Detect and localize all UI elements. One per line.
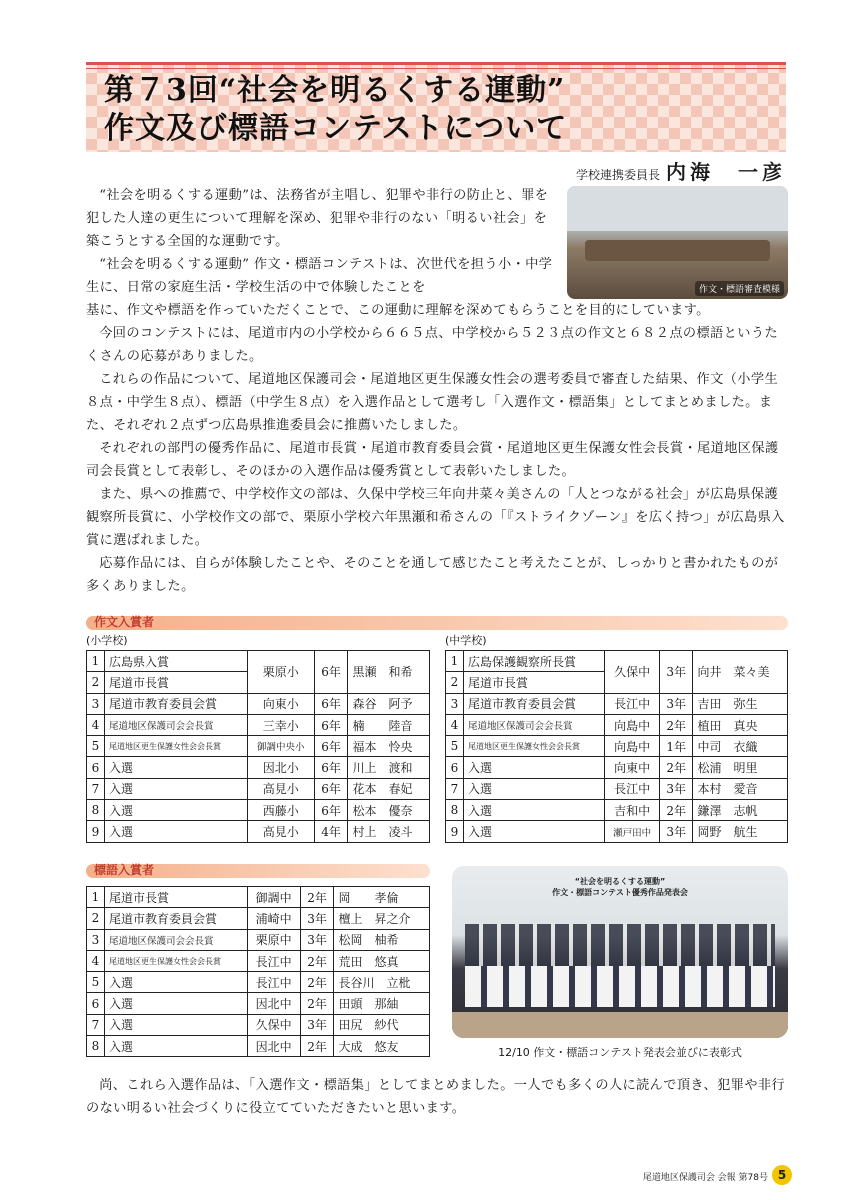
table-row [87,736,430,757]
award-cell: 尾道地区保護司会会長賞 [105,714,248,735]
row-number: 5 [446,736,464,757]
row-number: 1 [87,651,105,672]
award-cell: 入選 [105,800,248,821]
grade-cell: 1年 [660,736,693,757]
table-row [87,972,430,993]
table-row [87,651,430,672]
row-number: 7 [87,778,105,799]
grade-cell: 3年 [660,693,693,714]
row-number: 7 [446,778,464,799]
table-row [446,714,788,735]
row-number: 2 [446,672,464,693]
name-cell: 岡野 航生 [693,821,788,842]
row-number: 8 [87,800,105,821]
paragraph: 応募作品には、自らが体験したことや、そのことを通して感じたこと考えたことが、しっかりと書かれたものが多くありました。 [86,556,779,594]
name-cell: 森谷 阿予 [348,693,430,714]
row-number: 7 [87,1014,105,1035]
table-row [87,950,430,971]
name-cell: 松本 優奈 [348,800,430,821]
award-cell: 尾道地区保護司会会長賞 [464,714,605,735]
grade-cell: 3年 [660,821,693,842]
table-row [87,800,430,821]
section-heading-label: 作文入賞者 [94,615,155,629]
school-cell: 久保中 [605,651,660,694]
table-row [87,908,430,929]
school-cell: 因北中 [247,993,300,1014]
grade-cell: 6年 [314,800,348,821]
school-cell: 高見小 [247,821,314,842]
name-cell: 吉田 弥生 [693,693,788,714]
grade-cell: 3年 [660,651,693,694]
school-cell: 長江中 [247,950,300,971]
award-cell: 入選 [105,757,248,778]
grade-cell: 2年 [660,800,693,821]
award-cell: 入選 [464,800,605,821]
row-number: 6 [446,757,464,778]
school-cell: 御調中央小 [247,736,314,757]
table-row [87,993,430,1014]
name-cell: 川上 渡和 [348,757,430,778]
publication-footer: 尾道地区保護司会 会報 第78号 [642,1173,768,1183]
name-cell: 田尻 紗代 [334,1014,430,1035]
table-row [87,821,430,842]
award-cell: 入選 [464,778,605,799]
grade-cell: 6年 [314,693,348,714]
junior-label: (中学校) [445,634,487,647]
award-cell: 広島県入賞 [105,651,248,672]
name-cell: 花本 春妃 [348,778,430,799]
award-cell: 尾道市長賞 [464,672,605,693]
school-cell: 久保中 [247,1014,300,1035]
school-cell: 御調中 [247,887,300,908]
school-cell: 三幸小 [247,714,314,735]
table-row [446,693,788,714]
paragraph: 尚、これら入選作品は、「入選作文・標語集」としてまとめました。一人でも多くの人に読んで頂き、犯罪や非行のない明るい社会づくりに役立てていただきたいと思います。 [86,1078,786,1116]
paragraph: これらの作品について、尾道地区保護司会・尾道地区更生保護女性会の選考委員で審査した結果、作文（小学生８点・中学生８点）、標語（中学生８点）を入選作品として選考し「入選作文・標語集」としてまとめました。また、それぞれ２点ずつ広島県推進委員会に推薦いたしました。 [86,372,779,433]
school-cell: 長江中 [247,972,300,993]
grade-cell: 3年 [300,908,334,929]
grade-cell: 6年 [314,778,348,799]
slogan-table [86,886,430,1057]
row-number: 8 [87,1036,105,1057]
table-row [87,887,430,908]
award-cell: 広島保護観察所長賞 [464,651,605,672]
school-cell: 向島中 [605,714,660,735]
name-cell: 田頭 那紬 [334,993,430,1014]
table-row [446,821,788,842]
closing-paragraph [86,1074,788,1120]
title-line-1: 第７3回“社会を明るくする運動” [104,73,566,108]
elementary-label: (小学校) [86,634,128,647]
row-number: 2 [87,672,105,693]
row-number: 4 [87,950,105,971]
name-cell: 植田 真央 [693,714,788,735]
table-row [446,800,788,821]
slogan-section-heading [86,864,430,878]
paragraph: それぞれの部門の優秀作品に、尾道市長賞・尾道市教育委員会賞・尾道地区更生保護女性会長賞・尾道地区保護司会長賞として表彰し、そのほかの入選作品は優秀賞として表彰いたしました。 [86,441,779,479]
name-cell: 岡 孝倫 [334,887,430,908]
award-cell: 尾道市長賞 [105,672,248,693]
photo-caption: 作文・標語審査模様 [695,281,784,296]
name-cell: 向井 菜々美 [693,651,788,694]
school-cell: 因北小 [247,757,314,778]
award-cell: 入選 [105,778,248,799]
award-ceremony-photo [452,866,788,1038]
paragraph: “社会を明るくする運動” 作文・標語コンテストは、次世代を担う小・中学生に、日常の家庭生活・学校生活の中で体験したことを [86,257,553,295]
grade-cell: 2年 [300,1036,334,1057]
row-number: 4 [446,714,464,735]
author-line [576,156,786,185]
school-cell: 向東中 [605,757,660,778]
award-cell: 尾道地区更生保護女性会会長賞 [105,950,248,971]
award-cell: 入選 [105,1036,248,1057]
junior-essay-table [445,650,788,843]
table-row [87,714,430,735]
name-cell: 長谷川 立枇 [334,972,430,993]
table-row [87,757,430,778]
grade-cell: 3年 [300,929,334,950]
paragraph: “社会を明るくする運動”は、法務省が主唱し、犯罪や非行の防止と、罪を犯した人達の更生について理解を深め、犯罪や非行のない「明るい社会」を築こうとする全国的な運動です。 [86,188,549,249]
ceremony-banner [512,876,727,898]
award-cell: 入選 [105,1014,248,1035]
row-number: 6 [87,757,105,778]
article-body [86,184,788,598]
name-cell: 村上 凌斗 [348,821,430,842]
award-cell: 入選 [464,821,605,842]
name-cell: 本村 愛音 [693,778,788,799]
award-cell: 入選 [105,993,248,1014]
author-name: 内海 一彦 [666,160,786,184]
table-row [446,736,788,757]
school-cell: 吉和中 [605,800,660,821]
table-row [87,1036,430,1057]
grade-cell: 2年 [300,887,334,908]
row-number: 2 [87,908,105,929]
grade-cell: 4年 [314,821,348,842]
name-cell: 鎌澤 志帆 [693,800,788,821]
row-number: 3 [87,929,105,950]
award-cell: 入選 [105,972,248,993]
grade-cell: 6年 [314,651,348,694]
row-number: 5 [87,972,105,993]
grade-cell: 6年 [314,736,348,757]
school-cell: 栗原中 [247,929,300,950]
row-number: 3 [446,693,464,714]
school-cell: 向東小 [247,693,314,714]
grade-cell: 2年 [300,950,334,971]
ceremony-photo-caption: 12/10 作文・標語コンテスト発表会並びに表彰式 [498,1046,742,1059]
award-cell: 尾道地区更生保護女性会会長賞 [105,736,248,757]
school-cell: 高見小 [247,778,314,799]
author-role: 学校連携委員長 [575,168,660,182]
paragraph: 今回のコンテストには、尾道市内の小学校から６６５点、中学校から５２３点の作文と６８２点の標語というたくさんの応募がありました。 [86,326,779,364]
table-row [446,778,788,799]
table-row [87,693,430,714]
row-number: 1 [87,887,105,908]
grade-cell: 3年 [660,778,693,799]
name-cell: 松岡 柚希 [334,929,430,950]
table-row [87,778,430,799]
grade-cell: 2年 [300,993,334,1014]
grade-cell: 2年 [660,757,693,778]
table-row [87,1014,430,1035]
elementary-essay-table [86,650,430,843]
banner-line-2: 作文・標語コンテスト優秀作品発表会 [552,888,688,898]
table-row [446,757,788,778]
grade-cell: 6年 [314,757,348,778]
row-number: 9 [87,821,105,842]
row-number: 5 [87,736,105,757]
award-cell: 入選 [464,757,605,778]
name-cell: 福本 怜央 [348,736,430,757]
school-cell: 瀬戸田中 [605,821,660,842]
school-cell: 長江中 [605,693,660,714]
name-cell: 荒田 悠真 [334,950,430,971]
row-number: 4 [87,714,105,735]
row-number: 1 [446,651,464,672]
essay-section-heading [86,616,788,630]
school-cell: 長江中 [605,778,660,799]
name-cell: 黒瀬 和希 [348,651,430,694]
paragraph-continued: 基に、作文や標語を作っていただくことで、この運動に理解を深めてもらうことを目的にしています。 [86,303,710,318]
row-number: 6 [87,993,105,1014]
name-cell: 楠 陸音 [348,714,430,735]
paragraph: また、県への推薦で、中学校作文の部は、久保中学校三年向井菜々美さんの「人とつながる社会」が広島県保護観察所長賞に、小学校作文の部で、栗原小学校六年黒瀬和希さんの「『ストライクゾーン』を広く持つ」が広島県入賞に選ばれました。 [86,487,785,548]
award-cell: 尾道地区更生保護女性会会長賞 [464,736,605,757]
name-cell: 松浦 明里 [693,757,788,778]
name-cell: 中司 衣織 [693,736,788,757]
section-heading-label: 標語入賞者 [94,863,155,877]
page-title [104,72,567,148]
row-number: 3 [87,693,105,714]
award-cell: 尾道地区保護司会会長賞 [105,929,248,950]
school-cell: 浦崎中 [247,908,300,929]
award-cell: 入選 [105,821,248,842]
title-line-2: 作文及び標語コンテストについて [104,111,568,146]
page-number: 5 [772,1165,792,1185]
award-cell: 尾道市教育委員会賞 [464,693,605,714]
grade-cell: 3年 [300,1014,334,1035]
name-cell: 檀上 昇之介 [334,908,430,929]
row-number: 8 [446,800,464,821]
school-cell: 因北中 [247,1036,300,1057]
school-cell: 向島中 [605,736,660,757]
table-row [446,651,788,672]
award-cell: 尾道市教育委員会賞 [105,693,248,714]
award-cell: 尾道市教育委員会賞 [105,908,248,929]
school-cell: 西藤小 [247,800,314,821]
name-cell: 大成 悠友 [334,1036,430,1057]
grade-cell: 2年 [660,714,693,735]
banner-line-1: “社会を明るくする運動” [574,877,666,887]
grade-cell: 2年 [300,972,334,993]
row-number: 9 [446,821,464,842]
table-row [87,929,430,950]
school-cell: 栗原小 [247,651,314,694]
award-cell: 尾道市長賞 [105,887,248,908]
grade-cell: 6年 [314,714,348,735]
